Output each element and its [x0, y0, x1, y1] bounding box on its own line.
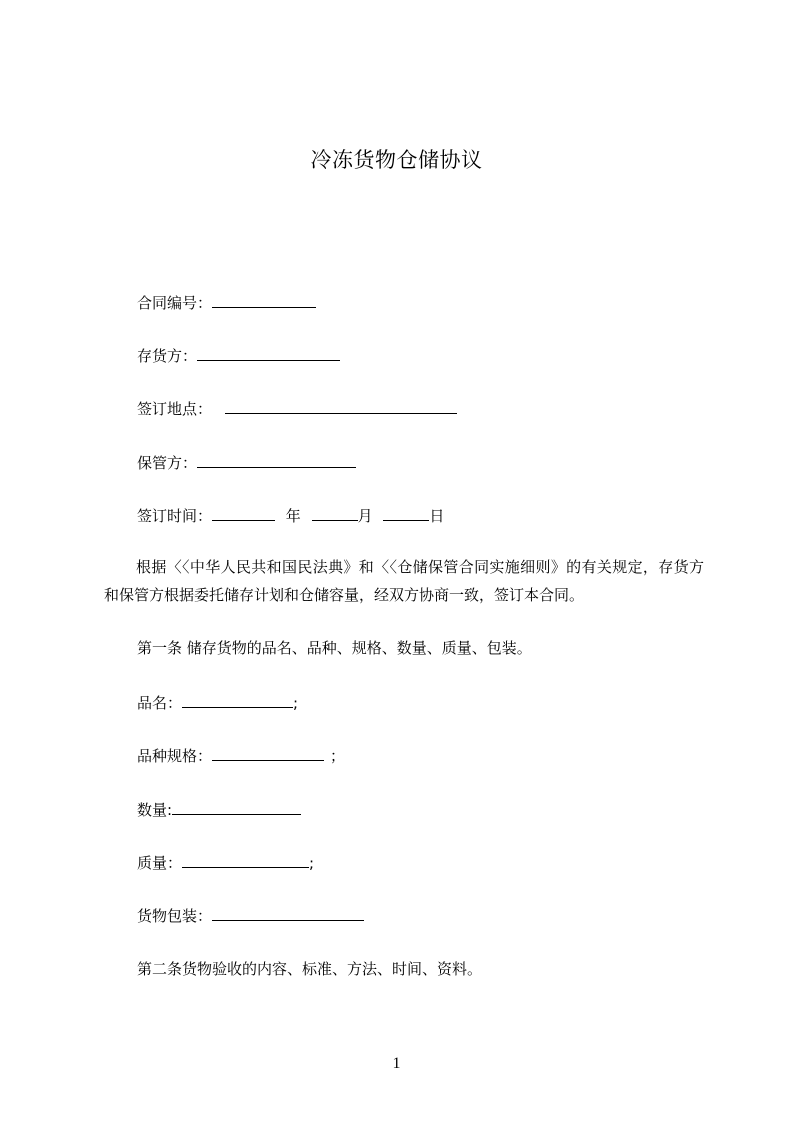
quality-blank[interactable]: [182, 852, 309, 868]
keeper-line: [137, 452, 356, 473]
keeper-label: 保管方：: [137, 454, 198, 472]
month-label: 月: [357, 507, 373, 525]
day-label: 日: [429, 507, 445, 525]
page-number: 1: [392, 1055, 401, 1072]
sign-year-blank[interactable]: [212, 505, 275, 521]
sign-month-blank[interactable]: [312, 505, 358, 521]
sign-place-blank[interactable]: [225, 398, 457, 414]
contract-number-label: 合同编号：: [137, 294, 213, 312]
sign-place-line: [137, 398, 457, 419]
quality-semicolon: ;: [309, 854, 315, 872]
quantity-label: 数量:: [137, 801, 173, 819]
packaging-label: 货物包装：: [137, 907, 213, 925]
quantity-line: [137, 799, 301, 820]
contract-number-blank[interactable]: [212, 292, 316, 308]
document-title: 冷冻货物仓储协议: [310, 148, 483, 172]
sign-time-label: 签订时间：: [137, 507, 213, 525]
sign-place-label: 签订地点：: [137, 400, 213, 418]
depositor-line: [137, 345, 340, 366]
variety-spec-blank[interactable]: [212, 745, 324, 761]
intro-paragraph: 根据〈〈中华人民共和国民法典》和〈〈仓储保管合同实施细则》的有关规定，存货方和保管方根据委托储存计划和仓储容量，经双方协商一致，签订本合同。: [104, 558, 704, 604]
product-name-line: [137, 692, 298, 713]
variety-spec-line: [137, 745, 345, 766]
variety-spec-label: 品种规格：: [137, 747, 213, 765]
quality-label: 质量：: [137, 854, 183, 872]
year-label: 年: [285, 507, 301, 525]
keeper-blank[interactable]: [197, 452, 356, 468]
contract-number-line: [137, 292, 316, 313]
sign-day-blank[interactable]: [383, 505, 429, 521]
sign-time-line: [137, 505, 444, 526]
quality-line: [137, 852, 314, 873]
quantity-blank[interactable]: [172, 799, 301, 815]
article-1-heading: 第一条 储存货物的品名、品种、规格、数量、质量、包装。: [137, 639, 532, 657]
product-name-blank[interactable]: [182, 692, 293, 708]
product-name-label: 品名：: [137, 694, 183, 712]
depositor-blank[interactable]: [197, 345, 340, 361]
article-2-heading: 第二条货物验收的内容、标准、方法、时间、资料。: [137, 960, 483, 978]
depositor-label: 存货方：: [137, 347, 198, 365]
packaging-blank[interactable]: [212, 905, 364, 921]
variety-spec-semicolon: ；: [330, 747, 346, 765]
packaging-line: [137, 905, 364, 926]
product-name-semicolon: ;: [293, 694, 299, 712]
